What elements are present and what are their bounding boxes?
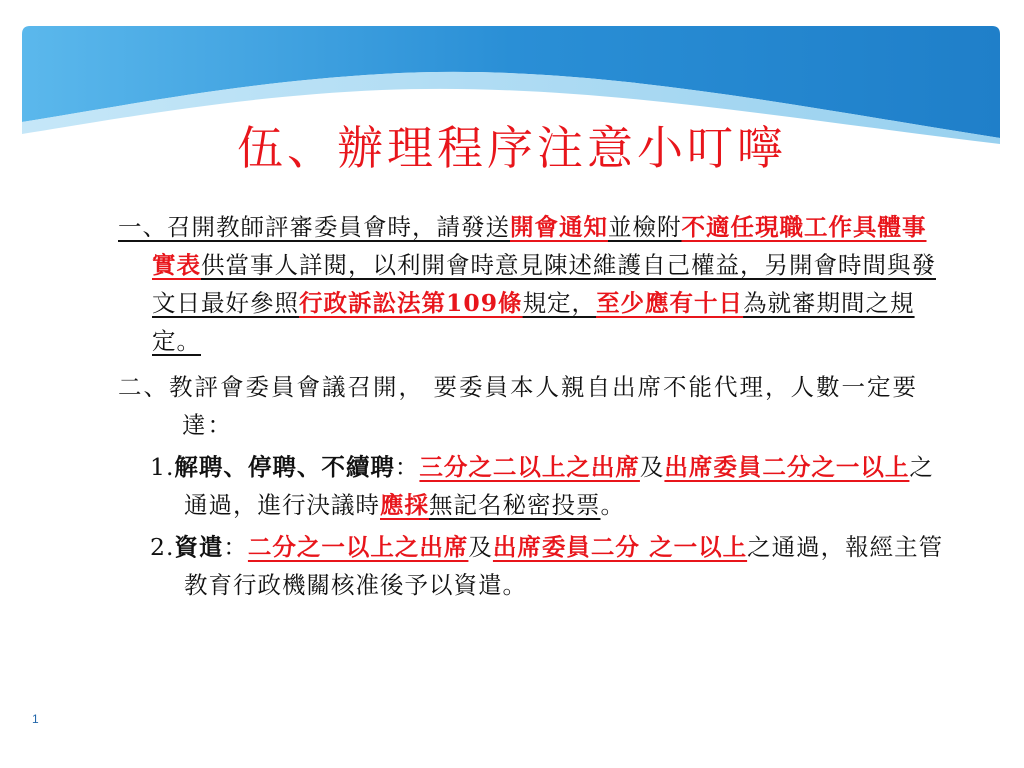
slide-body	[118, 208, 948, 604]
item-1-label: 解聘、停聘、不續聘	[174, 453, 395, 481]
highlight-admin-litigation-law: 行政訴訟法第109條	[299, 289, 523, 317]
item-1-highlight-attendance: 三分之二以上之出席	[419, 453, 640, 481]
item-2	[118, 528, 948, 604]
item-1-and: 及	[639, 453, 665, 481]
point-1-text-a: 一、召開教師評審委員會時，請發送	[118, 213, 510, 241]
point-1-text-c: 並檢附	[608, 213, 682, 241]
slide-title: 伍、辦理程序注意小叮嚀	[237, 121, 787, 175]
item-2-end: 之通過，報經主管教育行政機關核准後予以資遣。	[184, 533, 944, 599]
highlight-fact-sheet: 不適任現職工作具體事實表	[152, 213, 927, 279]
item-2-highlight-majority: 出席委員二分 之一以上	[492, 533, 748, 561]
highlight-meeting-notice: 開會通知	[510, 213, 608, 241]
item-1-colon: ：	[394, 453, 420, 481]
item-2-and: 及	[468, 533, 493, 561]
slide-number: 1	[32, 712, 39, 726]
point-1	[118, 208, 948, 360]
item-2-highlight-attendance: 二分之一以上之出席	[247, 533, 469, 561]
item-1	[118, 448, 948, 524]
item-2-label: 資遣	[174, 533, 224, 561]
item-1-secret-ballot: 無記名秘密投票	[429, 491, 601, 519]
point-1-text-g: 規定，	[522, 289, 597, 317]
item-2-colon: ：	[223, 533, 248, 561]
item-1-period: 。	[600, 491, 625, 519]
point-2: 二、教評會委員會議召開， 要委員本人親自出席不能代理，人數一定要達：	[118, 373, 918, 439]
item-2-number: 2.	[150, 533, 175, 561]
item-1-mid: 之通過，進行決議時	[184, 453, 934, 519]
highlight-ten-days: 至少應有十日	[596, 289, 744, 317]
point-1-text-e: 供當事人詳閱，以利開會時意見陳述維護自己權益，另開會時間與發文日最好參照	[152, 251, 936, 317]
item-1-highlight-should: 應採	[380, 491, 429, 519]
point-1-text-i: 為就審期間之規定。	[152, 289, 915, 355]
item-1-number: 1.	[150, 453, 175, 481]
item-1-highlight-majority: 出席委員二分之一以上	[664, 453, 910, 481]
